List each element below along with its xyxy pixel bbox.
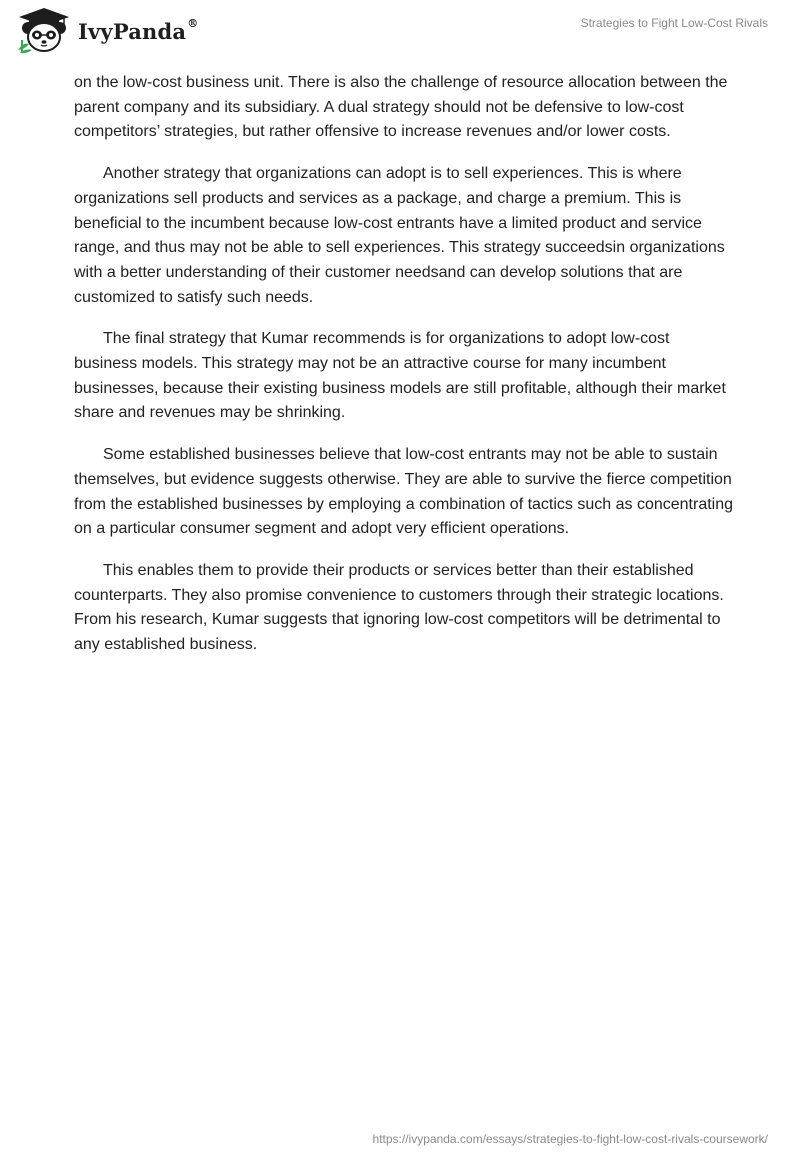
registered-mark: ® bbox=[187, 16, 199, 30]
paragraph: The final strategy that Kumar recommends is for organizations to adopt low-cost business models. This strategy may not be an attractive course for many incumbent businesses, because their existing business models are still profitable, although their market share and revenues may be shrinking. bbox=[74, 330, 726, 422]
paragraph: Some established businesses believe that low-cost entrants may not be able to sustain themselves, but evidence suggests otherwise. They are able to survive the fierce competition from the established businesses by employing a combination of tactics such as concentrating on a particular consumer segment and adopt very efficient operations. bbox=[74, 446, 734, 538]
paragraph: This enables them to provide their products or services better than their established counterparts. They also promise convenience to customers through their strategic locations. From his research, Kumar suggests that ignoring low-cost competitors will be detrimental to any established business. bbox=[74, 561, 724, 654]
brand-name: IvyPanda® bbox=[78, 16, 199, 44]
essay-body bbox=[74, 71, 734, 675]
page-header bbox=[0, 0, 800, 64]
source-url[interactable]: https://ivypanda.com/essays/strategies-to-fight-low-cost-rivals-coursework/ bbox=[372, 1132, 768, 1146]
ivypanda-logo[interactable] bbox=[14, 6, 198, 54]
panda-graduate-icon bbox=[14, 6, 74, 54]
paragraph: on the low-cost business unit. There is also the challenge of resource allocation between the parent company and its subsidiary. A dual strategy should not be defensive to low-cost competitors’ strategies, but rather offensive to increase revenues and/or lower costs. bbox=[74, 74, 728, 141]
paragraph: Another strategy that organizations can adopt is to sell experiences. This is where organizations sell products and services as a package, and charge a premium. This is beneficial to the incumbent because low-cost entrants have a limited product and service range, and thus may not be able to sell experiences. This strategy succeedsin organizations with a better understanding of their customer needsand can develop solutions that are customized to satisfy such needs. bbox=[74, 165, 725, 306]
document-title: Strategies to Fight Low-Cost Rivals bbox=[580, 16, 768, 30]
